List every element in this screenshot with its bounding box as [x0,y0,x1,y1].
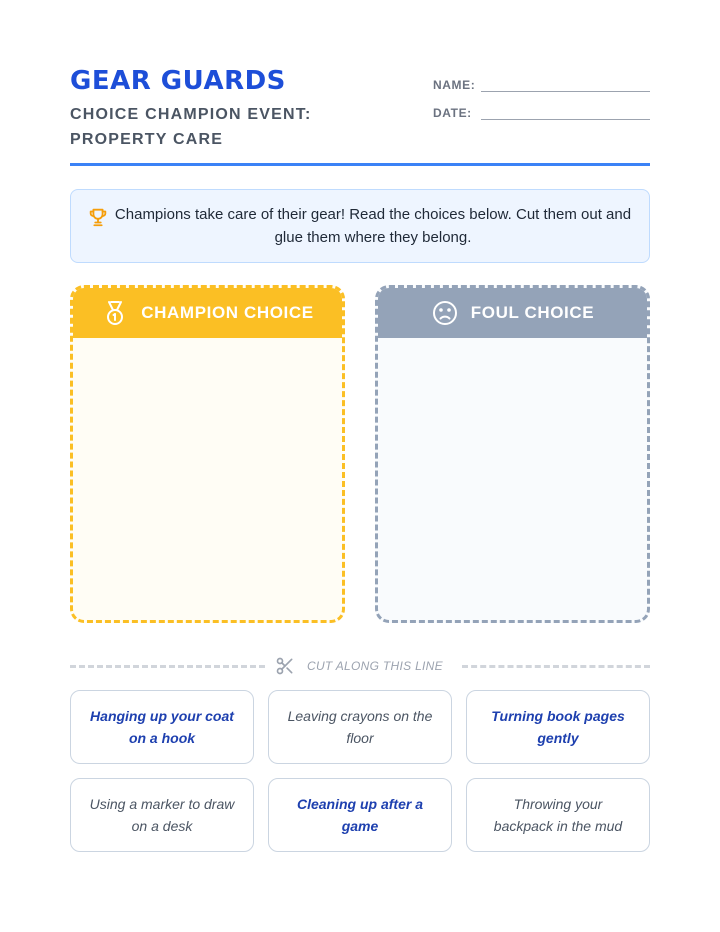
date-field[interactable] [433,100,650,120]
foul-choice-label: FOUL CHOICE [470,303,595,322]
champion-choice-header [73,288,342,338]
name-line[interactable] [481,74,650,92]
choice-card[interactable] [466,690,650,764]
cut-label-group [275,656,443,676]
choice-card-text: Leaving crayons on the floor [287,708,433,746]
choice-card[interactable] [466,778,650,852]
header-divider [70,163,650,166]
student-fields [433,72,650,128]
instructions-box [70,189,650,263]
date-line[interactable] [481,102,650,120]
cut-dash-right [462,665,650,668]
scissors-icon [275,656,295,676]
choice-card-text: Throwing your backpack in the mud [493,796,623,834]
cut-line [70,656,650,676]
choice-card-text: Turning book pages gently [491,708,625,746]
page-title: GEAR GUARDS [70,66,286,96]
frown-icon [431,299,459,327]
choice-card[interactable] [70,690,254,764]
date-label: DATE: [433,106,472,120]
trophy-icon [87,206,109,228]
foul-choice-dropzone[interactable] [375,285,650,623]
choice-card[interactable] [268,778,452,852]
foul-choice-header [378,288,647,338]
champion-choice-label: CHAMPION CHOICE [141,303,314,322]
name-label: NAME: [433,78,476,92]
choice-card-text: Cleaning up after a game [296,796,424,834]
choice-card[interactable] [268,690,452,764]
cut-label: CUT ALONG THIS LINE [307,659,443,673]
name-field[interactable] [433,72,650,92]
instructions-text: Champions take care of their gear! Read the choices below. Cut them out and glue them where they belong. [114,206,632,246]
choice-card-text: Using a marker to draw on a desk [89,796,235,834]
champion-choice-dropzone[interactable] [70,285,345,623]
page-subtitle: CHOICE CHAMPION EVENT: PROPERTY CARE [70,106,312,148]
choice-card[interactable] [70,778,254,852]
medal-icon [101,299,129,327]
choice-card-text: Hanging up your coat on a hook [90,708,234,746]
cut-dash-left [70,665,265,668]
